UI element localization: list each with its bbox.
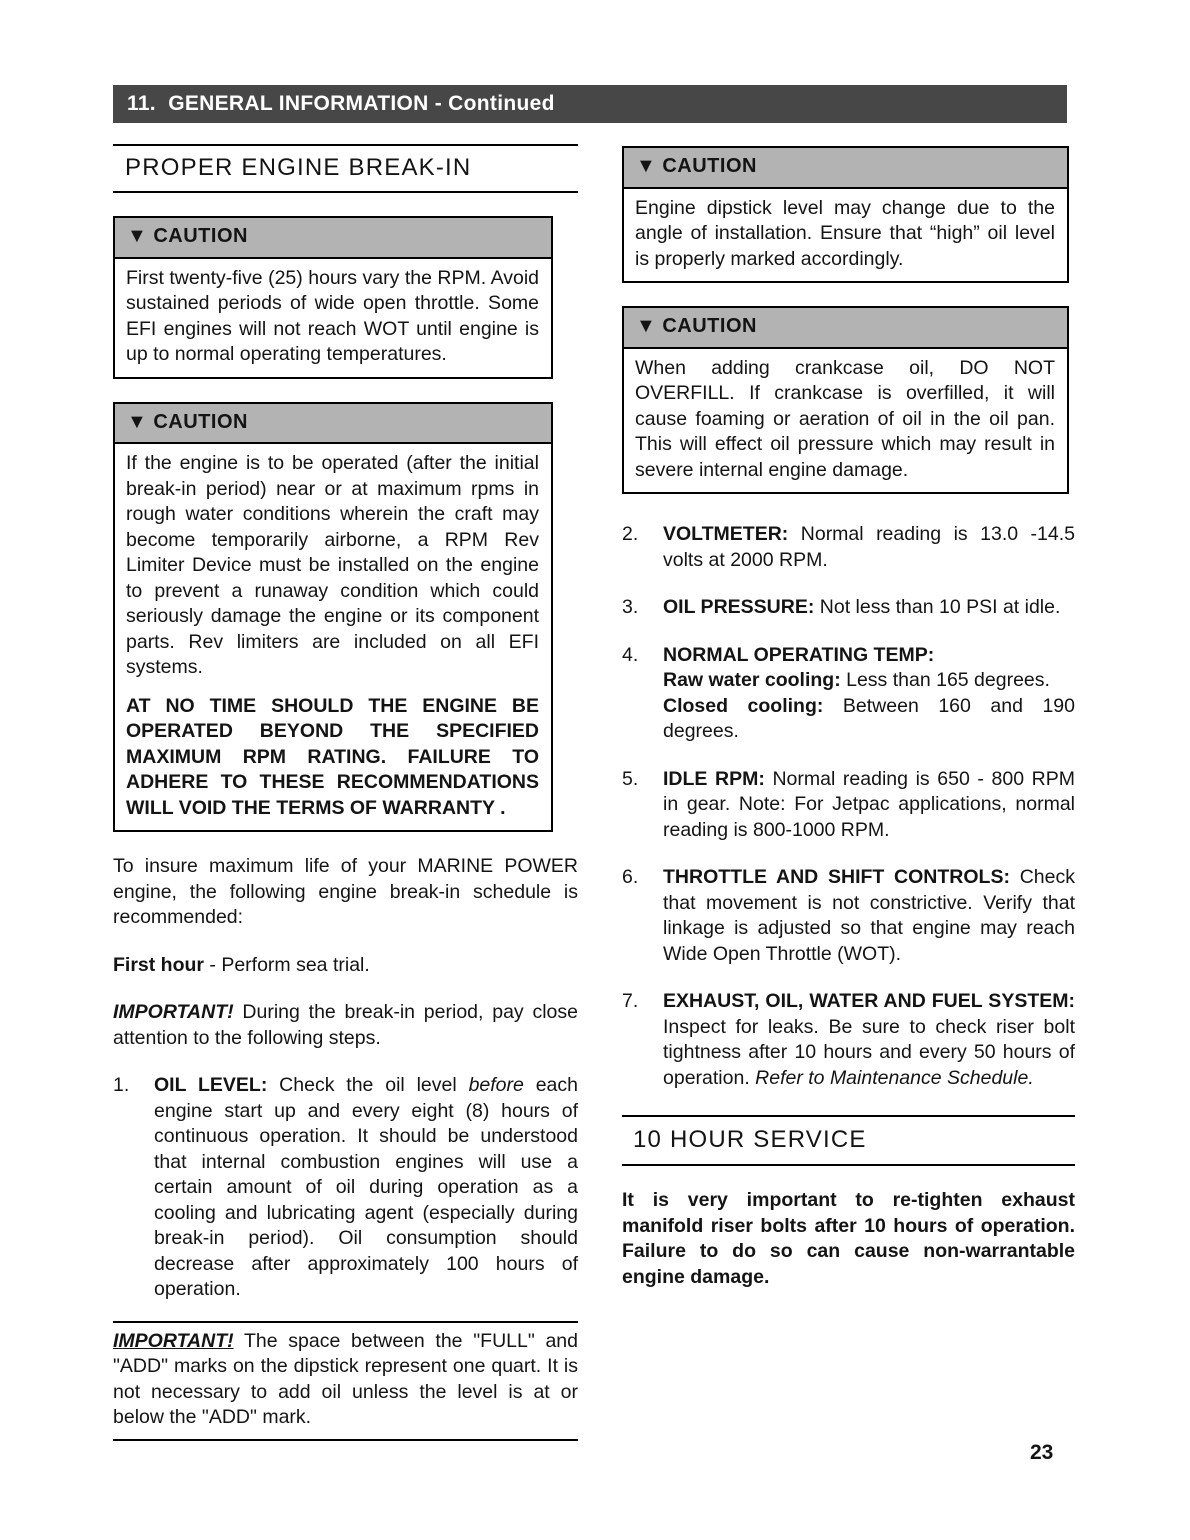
section-title: PROPER ENGINE BREAK-IN [125, 154, 472, 181]
important-label: IMPORTANT! [113, 1001, 234, 1023]
item-label: VOLTMETER: [663, 523, 789, 545]
list-item-oil-pressure [622, 595, 1075, 621]
ten-hour-service-paragraph: It is very important to re-tighten exhaust manifold riser bolts after 10 hours of operation. Failure to do so can cause non-warrantable engine damage. [622, 1189, 1075, 1288]
important-label: IMPORTANT! [113, 1329, 234, 1352]
list-item-idle-rpm [622, 767, 1075, 844]
subline-text: Less than 165 degrees. [840, 669, 1050, 691]
caution-body [113, 442, 553, 832]
item-text-body: Inspect for leaks. Be sure to check riser bolt tightness after 10 hours and every 50 hours of operation. [663, 1015, 1075, 1089]
left-column [113, 144, 578, 1441]
item-label: IDLE RPM: [663, 767, 765, 790]
list-item-operating-temp [622, 643, 1075, 745]
caution-header [113, 216, 553, 259]
item-text [663, 865, 1075, 967]
item-subline-raw-water [663, 668, 1075, 694]
caution-box-overfill [622, 306, 1069, 494]
item-text-body: Normal reading is 650 - 800 RPM in gear. Note: For Jetpac applications, normal reading is 800-1000 RPM. [663, 767, 1075, 841]
item-text [663, 643, 1075, 745]
caution-box-rev-limiter [113, 402, 553, 833]
item-number: 7. [622, 990, 639, 1012]
caution-triangle-icon-label: ▼ CAUTION [636, 155, 757, 177]
caution-body [622, 187, 1069, 284]
item-number: 1. [113, 1074, 130, 1096]
caution-triangle-icon-label: ▼ CAUTION [636, 315, 757, 337]
important-note-2 [113, 1321, 578, 1441]
item-text [663, 522, 1075, 573]
important-note-1 [113, 1000, 578, 1051]
item-text-italic: Refer to Maintenance Schedule. [755, 1066, 1034, 1089]
item-label: NORMAL OPERATING TEMP: [663, 643, 935, 666]
caution-text: First twenty-five (25) hours vary the RPM. Avoid sustained periods of wide open throttle. Some EFI engines will not reach WOT until engine is up to normal operating temperatures. [126, 266, 539, 365]
item-text-body: Not less than 10 PSI at idle. [814, 596, 1061, 618]
caution-triangle-icon-label: ▼ CAUTION [127, 225, 248, 247]
section-title-block [113, 144, 578, 193]
caution-text: Engine dipstick level may change due to the angle of installation. Ensure that “high” oil level is properly marked accordingly. [635, 196, 1055, 270]
item-number: 6. [622, 866, 639, 888]
item-label: EXHAUST, OIL, WATER AND FUEL SYSTEM: [663, 990, 1075, 1012]
item-text [663, 767, 1075, 844]
list-item-voltmeter [622, 522, 1075, 573]
caution-header [622, 146, 1069, 189]
item-text [663, 595, 1075, 621]
caution-body [113, 257, 553, 379]
item-number: 5. [622, 767, 639, 790]
right-column [622, 146, 1075, 1290]
important-text: During the break-in period, pay close attention to the following steps. [113, 1001, 578, 1049]
item-label: OIL PRESSURE: [663, 596, 815, 618]
item-text-body: Check that movement is not constrictive. Verify that linkage is adjusted so that engine may reach Wide Open Throttle (WOT). [663, 866, 1075, 965]
caution-box-break-in [113, 216, 553, 379]
item-subline-closed-cooling [663, 694, 1075, 745]
section-header-title: 11. GENERAL INFORMATION - Continued [127, 92, 555, 115]
section-header-bar [113, 85, 1067, 123]
item-number: 3. [622, 596, 639, 618]
caution-text: When adding crankcase oil, DO NOT OVERFILL. If crankcase is overfilled, it will cause foaming or aeration of oil in the oil pan. This will effect oil pressure which may result in severe internal engine damage. [635, 356, 1055, 481]
subline-label: Raw water cooling: [663, 669, 841, 691]
subline-text: Between 160 and 190 degrees. [663, 694, 1075, 742]
caution-box-dipstick [622, 146, 1069, 283]
item-text-body: Normal reading is 13.0 -14.5 volts at 2000 RPM. [663, 523, 1075, 571]
caution-warning-text: AT NO TIME SHOULD THE ENGINE BE OPERATED BEYOND THE SPECIFIED MAXIMUM RPM RATING. FAILURE TO ADHERE TO THESE RECOMMENDATIONS WILL VOID THE TERMS OF WARRANTY . [126, 694, 539, 819]
caution-header [113, 402, 553, 445]
item-text-pre: Check the oil level [267, 1074, 469, 1096]
item-text [663, 989, 1075, 1091]
intro-paragraph: To insure maximum life of your MARINE POWER engine, the following engine break-in schedule is recommended: [113, 855, 578, 928]
list-item-exhaust-systems [622, 989, 1075, 1091]
first-hour-text: - Perform sea trial. [204, 953, 370, 976]
ten-hour-service-title-block [622, 1115, 1075, 1166]
list-item-oil-level [113, 1073, 578, 1303]
caution-body [622, 347, 1069, 495]
item-text-post: each engine start up and every eight (8) hours of continuous operation. It should be understood that internal combustion engines will use a certain amount of oil during operation as a cooling and lubricating agent (especially during break-in period). Oil consumption should decrease after approximately 100 hours of operation. [154, 1074, 578, 1300]
item-text-italic: before [468, 1074, 524, 1096]
item-text [154, 1073, 578, 1303]
caution-triangle-icon-label: ▼ CAUTION [127, 410, 248, 433]
caution-text: If the engine is to be operated (after the initial break-in period) near or at maximum rpms in rough water conditions wherein the craft may become temporarily airborne, a RPM Rev Limiter Device must be installed on the engine to prevent a runaway condition which could seriously damage the engine or its component parts. Rev limiters are included on all EFI systems. [126, 452, 539, 678]
first-hour-label: First hour [113, 953, 204, 976]
item-number: 4. [622, 643, 639, 666]
caution-header [622, 306, 1069, 349]
page-number: 23 [1030, 1441, 1054, 1464]
subline-label: Closed cooling: [663, 694, 824, 717]
item-number: 2. [622, 523, 639, 545]
ten-hour-service-title: 10 HOUR SERVICE [633, 1126, 867, 1153]
list-item-throttle-shift [622, 865, 1075, 967]
first-hour-line [113, 953, 578, 979]
item-label: THROTTLE AND SHIFT CONTROLS: [663, 866, 1010, 888]
item-label: OIL LEVEL: [154, 1074, 268, 1096]
important-text: The space between the "FULL" and "ADD" marks on the dipstick represent one quart. It is not necessary to add oil unless the level is at or below the "ADD" mark. [113, 1329, 578, 1428]
